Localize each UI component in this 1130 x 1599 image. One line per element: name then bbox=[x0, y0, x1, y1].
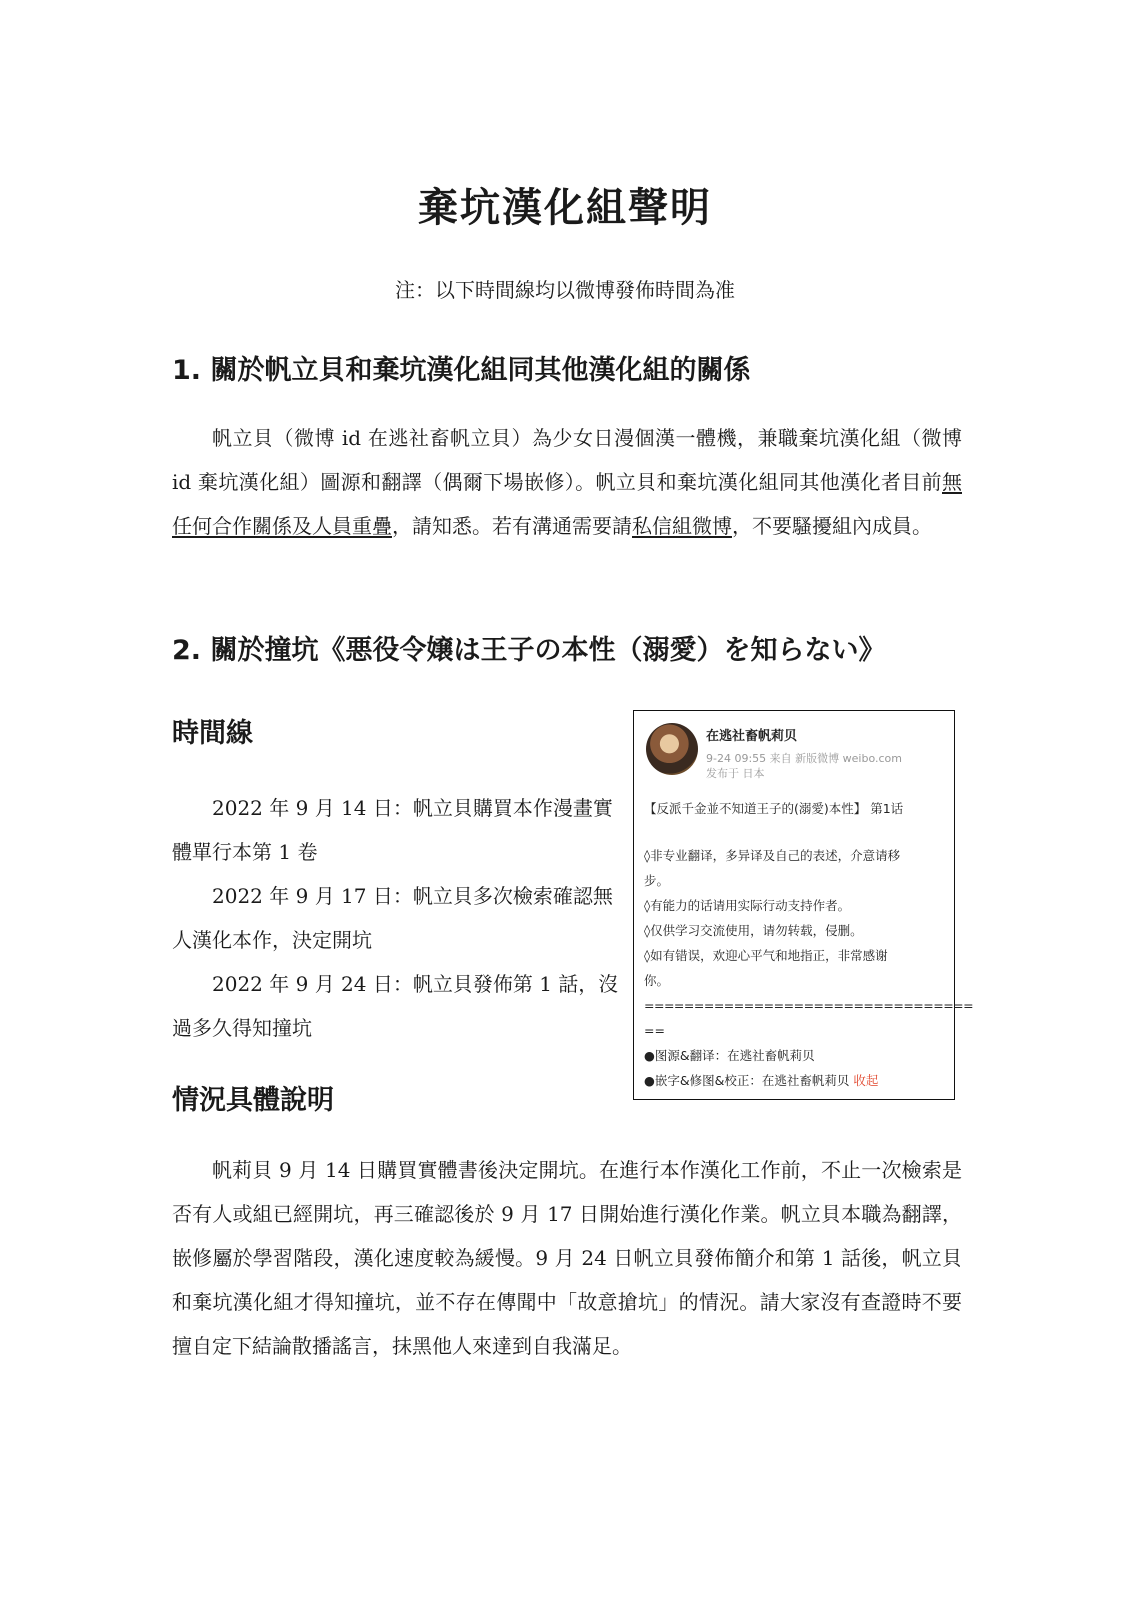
section1-heading: 1. 關於帆立貝和棄坑漢化組同其他漢化組的關係 bbox=[172, 355, 751, 386]
detail-paragraph: 帆莉貝 9 月 14 日購買實體書後決定開坑。在進行本作漢化工作前，不止一次檢索是否有人或組已經開坑，再三確認後於 9 月 17 日開始進行漢化作業。帆立貝本職為翻譯，嵌修屬於學習階段，漢化速度較為緩慢。9 月 24 日帆立貝發佈簡介和第 1 話後，帆立貝和棄坑漢化組才得知撞坑，並不存在傳聞中「故意搶坑」的情況。請大家沒有查證時不要擅自定下結論散播謠言，抹黑他人來達到自我滿足。 bbox=[172, 1158, 962, 1358]
section1-underline-dm: 私信組微博 bbox=[632, 514, 732, 538]
avatar bbox=[646, 723, 698, 775]
section1-text-c: ，不要騷擾組內成員。 bbox=[732, 514, 932, 538]
section1-text-a: 帆立貝（微博 id 在逃社畜帆立貝）為少女日漫個漢一體機，兼職棄坑漢化組（微博 id 棄坑漢化組）圖源和翻譯（偶爾下場嵌修）。帆立貝和棄坑漢化組同其他漢化者目前 bbox=[172, 426, 962, 494]
weibo-timestamp: 9-24 09:55 来自 新版微博 weibo.com bbox=[706, 752, 902, 765]
weibo-credit-text: ●嵌字&修图&校正：在逃社畜帆莉贝 bbox=[644, 1073, 854, 1088]
timeline-list bbox=[172, 786, 622, 1050]
document-title: 棄坑漢化組聲明 bbox=[418, 185, 712, 231]
weibo-line: ◊仅供学习交流使用，请勿转载，侵删。 bbox=[644, 923, 863, 938]
timeline-entry: 2022 年 9 月 17 日：帆立貝多次檢索確認無人漢化本作，決定開坑 bbox=[172, 884, 613, 952]
timeline-entry: 2022 年 9 月 14 日：帆立貝購買本作漫畫實體單行本第 1 卷 bbox=[172, 796, 613, 864]
section2-heading: 2. 關於撞坑《悪役令嬢は王子の本性（溺愛）を知らない》 bbox=[172, 635, 886, 666]
weibo-post-screenshot bbox=[633, 710, 974, 1100]
timeline-heading: 時間線 bbox=[172, 718, 253, 749]
timeline-entry: 2022 年 9 月 24 日：帆立貝發佈第 1 話，沒過多久得知撞坑 bbox=[172, 972, 619, 1040]
section1-underline-no-cooperation: 無任何合作關係及人員重疊 bbox=[172, 470, 962, 538]
weibo-username: 在逃社畜帆莉贝 bbox=[706, 729, 798, 744]
weibo-location: 发布于 日本 bbox=[706, 767, 765, 780]
weibo-line: ================================= bbox=[644, 998, 974, 1013]
weibo-meta bbox=[706, 751, 902, 781]
weibo-line: ●图源&翻译：在逃社畜帆莉贝 bbox=[644, 1048, 815, 1063]
weibo-line: 步。 bbox=[644, 873, 670, 888]
section1-text-b: ，請知悉。若有溝通需要請 bbox=[392, 514, 632, 538]
timeline-note: 注：以下時間線均以微博發佈時間為准 bbox=[395, 278, 735, 302]
weibo-credit-line bbox=[644, 1068, 944, 1093]
weibo-line: ◊非专业翻译，多异译及自己的表述，介意请移 bbox=[644, 848, 901, 863]
weibo-post-title: 【反派千金並不知道王子的(溺愛)本性】 第1话 bbox=[644, 801, 904, 816]
detail-heading: 情況具體說明 bbox=[172, 1085, 334, 1116]
collapse-link[interactable]: 收起 bbox=[853, 1073, 879, 1088]
section1-paragraph bbox=[172, 416, 962, 548]
weibo-line: 你。 bbox=[644, 973, 670, 988]
weibo-post-body bbox=[644, 843, 974, 1093]
weibo-line: ◊有能力的话请用实际行动支持作者。 bbox=[644, 898, 851, 913]
weibo-line: == bbox=[644, 1023, 665, 1038]
weibo-line: ◊如有错误，欢迎心平气和地指正，非常感谢 bbox=[644, 948, 888, 963]
